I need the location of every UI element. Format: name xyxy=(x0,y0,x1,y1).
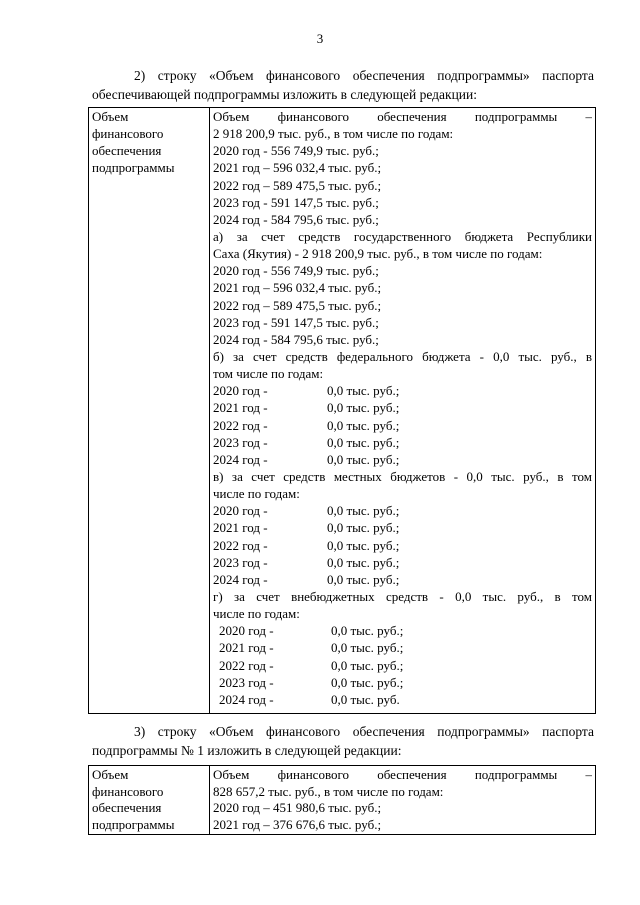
table-content-cell xyxy=(210,108,596,714)
label-line: обеспечения xyxy=(92,143,162,159)
year-line: 2023 год - 0,0 тыс. руб.; xyxy=(213,554,400,570)
label-line: финансового xyxy=(92,783,164,799)
content-line: а) за счет средств государственного бюджета Республики xyxy=(213,228,592,244)
label-line: финансового xyxy=(92,126,164,142)
year-line: 2021 год – 596 032,4 тыс. руб.; xyxy=(213,160,382,176)
table-content-cell xyxy=(210,766,596,835)
year-line: 2020 год - 556 749,9 тыс. руб.; xyxy=(213,143,379,159)
financing-table-1 xyxy=(88,107,596,714)
content-line: Саха (Якутия) - 2 918 200,9 тыс. руб., в том числе по годам: xyxy=(213,246,543,262)
year-line: 2020 год - 556 749,9 тыс. руб.; xyxy=(213,263,379,279)
year-line: 2021 год - 0,0 тыс. руб.; xyxy=(213,400,400,416)
label-line: Объем xyxy=(92,767,129,782)
label-line: подпрограммы xyxy=(92,816,175,832)
content-line: числе по годам: xyxy=(213,486,300,502)
table-label-cell xyxy=(89,766,210,835)
year-line: 2022 год - 0,0 тыс. руб.; xyxy=(219,657,404,673)
year-line: 2022 год - 0,0 тыс. руб.; xyxy=(213,537,400,553)
year-line: 2022 год - 0,0 тыс. руб.; xyxy=(213,417,400,433)
year-line: 2023 год - 0,0 тыс. руб.; xyxy=(213,434,400,450)
content-line: том числе по годам: xyxy=(213,366,324,382)
year-line: 2024 год - 0,0 тыс. руб. xyxy=(219,691,400,707)
paragraph-2: 2) строку «Объем финансового обеспечения подпрограммы» паспорта обеспечивающей подпрограммы изложить в следующей редакции: xyxy=(92,68,594,102)
year-line: 2022 год – 589 475,5 тыс. руб.; xyxy=(213,297,382,313)
content-line: 2 918 200,9 тыс. руб., в том числе по годам: xyxy=(213,126,454,142)
financing-table-2 xyxy=(88,765,596,835)
year-line: 2021 год – 376 676,6 тыс. руб.; xyxy=(213,816,382,832)
year-line: 2020 год - 0,0 тыс. руб.; xyxy=(213,383,400,399)
year-line: 2024 год - 0,0 тыс. руб.; xyxy=(213,571,400,587)
content-line: г) за счет внебюджетных средств - 0,0 тыс. руб., в том xyxy=(213,588,592,604)
year-line: 2020 год – 451 980,6 тыс. руб.; xyxy=(213,800,382,815)
content-line: б) за счет средств федерального бюджета - 0,0 тыс. руб., в xyxy=(213,348,592,364)
year-line: 2021 год - 0,0 тыс. руб.; xyxy=(219,640,404,656)
year-line: 2020 год - 0,0 тыс. руб.; xyxy=(219,623,404,639)
content-line: Объем финансового обеспечения подпрограммы – xyxy=(213,109,592,124)
year-line: 2021 год – 596 032,4 тыс. руб.; xyxy=(213,280,382,296)
year-line: 2023 год - 0,0 тыс. руб.; xyxy=(219,674,404,690)
content-line: числе по годам: xyxy=(213,606,300,622)
year-line: 2021 год - 0,0 тыс. руб.; xyxy=(213,520,400,536)
label-line: обеспечения xyxy=(92,800,162,815)
year-line: 2024 год - 584 795,6 тыс. руб.; xyxy=(213,211,379,227)
year-line: 2023 год - 591 147,5 тыс. руб.; xyxy=(213,314,379,330)
content-line: в) за счет средств местных бюджетов - 0,0 тыс. руб., в том xyxy=(213,468,592,484)
year-line: 2024 год - 0,0 тыс. руб.; xyxy=(213,451,400,467)
year-line: 2020 год - 0,0 тыс. руб.; xyxy=(213,503,400,519)
year-line: 2023 год - 591 147,5 тыс. руб.; xyxy=(213,194,379,210)
year-line: 2022 год – 589 475,5 тыс. руб.; xyxy=(213,177,382,193)
content-line: 828 657,2 тыс. руб., в том числе по годам: xyxy=(213,783,444,799)
table-label-cell xyxy=(89,108,210,714)
page-number: 3 xyxy=(316,31,324,46)
label-line: подпрограммы xyxy=(92,160,175,176)
label-line: Объем xyxy=(92,109,129,124)
content-line: Объем финансового обеспечения подпрограммы – xyxy=(213,767,592,782)
paragraph-3: 3) строку «Объем финансового обеспечения подпрограммы» паспорта подпрограммы № 1 изложить в следующей редакции: xyxy=(92,724,594,758)
year-line: 2024 год - 584 795,6 тыс. руб.; xyxy=(213,331,379,347)
